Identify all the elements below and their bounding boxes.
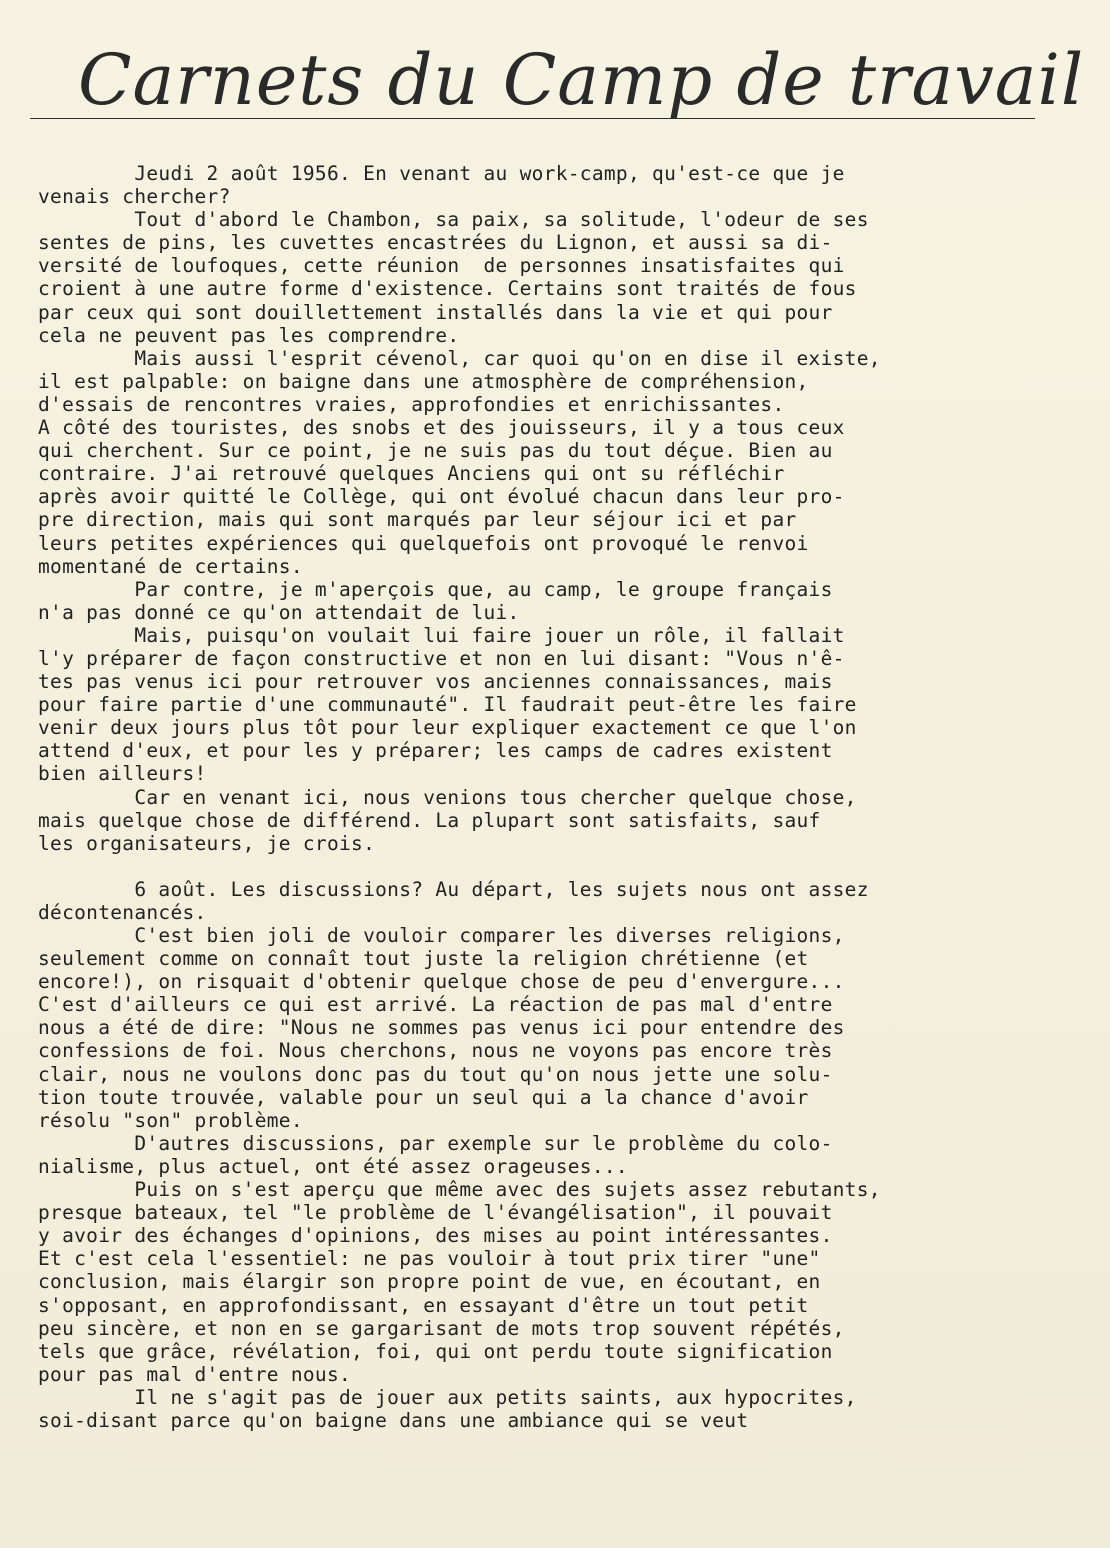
paragraph-11: Il ne s'agit pas de jouer aux petits saints, aux hypocrites, soi-disant parce qu'on baigne dans une ambiance qui se veut — [38, 1385, 857, 1432]
header — [30, 30, 1085, 130]
paragraph-1: Jeudi 2 août 1956. En venant au work-camp, qu'est-ce que je venais chercher? — [38, 162, 845, 209]
body-text — [38, 162, 1048, 1432]
title-underline — [30, 118, 1035, 119]
paragraph-3: Mais aussi l'esprit cévenol, car quoi qu'on en dise il existe, il est palpable: on baigne dans une atmosphère de compréhension, d'essais de rencontres vraies, approfondies et enrichissantes. A côté des touristes, des snobs et des jouisseurs, il y a tous ceux qui cherchent. Sur ce point, je ne suis pas du tout déçue. Bien au contraire. J'ai retrouvé quelques Anciens qui ont su réfléchir après avoir quitté le Collège, qui ont évolué chacun dans leur pro- pre direction, mais qui sont marqués par leur séjour ici et par leurs petites expériences qui quelquefois ont provoqué le renvoi momentané de certains. — [38, 346, 881, 578]
page-title: Carnets du Camp de travail — [78, 39, 1085, 121]
paragraph-7: 6 août. Les discussions? Au départ, les sujets nous ont assez décontenancés. — [38, 877, 869, 924]
paragraph-2: Tout d'abord le Chambon, sa paix, sa solitude, l'odeur de ses sentes de pins, les cuvettes encastrées du Lignon, et aussi sa di- versité de loufoques, cette réunion de personnes insatisfaites qui croient à une autre forme d'existence. Certains sont traités de fous par ceux qui sont douillettement installés dans la vie et qui pour cela ne peuvent pas les comprendre. — [38, 208, 869, 347]
paragraph-9: D'autres discussions, par exemple sur le problème du colo- nialisme, plus actuel, ont été assez orageuses... — [38, 1131, 833, 1178]
paragraph-5: Mais, puisqu'on voulait lui faire jouer un rôle, il fallait l'y préparer de façon constructive et non en lui disant: "Vous n'ê- tes pas venus ici pour retrouver vos anciennes connaissances, mais pour faire partie d'une communauté". Il faudrait peut-être les faire venir deux jours plus tôt pour leur expliquer exactement ce que l'on attend d'eux, et pour les y préparer; les camps de cadres existent bien ailleurs! — [38, 623, 857, 786]
paragraph-6: Car en venant ici, nous venions tous chercher quelque chose, mais quelque chose de différend. La plupart sont satisfaits, sauf les organisateurs, je crois. — [38, 785, 857, 855]
paragraph-gap — [38, 855, 1048, 878]
paragraph-10: Puis on s'est aperçu que même avec des sujets assez rebutants, presque bateaux, tel "le problème de l'évangélisation", il pouvait y avoir des échanges d'opinions, des mises au point intéressantes. Et c'est cela l'essentiel: ne pas vouloir à tout prix tirer "une" conclusion, mais élargir son propre point de vue, en écoutant, en s'opposant, en approfondissant, en essayant d'être un tout petit peu sincère, et non en se gargarisant de mots trop souvent répétés, tels que grâce, révélation, foi, qui ont perdu toute signification pour pas mal d'entre nous. — [38, 1178, 881, 1386]
paragraph-4: Par contre, je m'aperçois que, au camp, le groupe français n'a pas donné ce qu'on attendait de lui. — [38, 577, 833, 624]
paragraph-8: C'est bien joli de vouloir comparer les diverses religions, seulement comme on connaît tout juste la religion chrétienne (et encore!), on risquait d'obtenir quelque chose de peu d'envergure... C'est d'ailleurs ce qui est arrivé. La réaction de pas mal d'entre nous a été de dire: "Nous ne sommes pas venus ici pour entendre des confessions de foi. Nous cherchons, nous ne voyons pas encore très clair, nous ne voulons donc pas du tout qu'on nous jette une solu- tion toute trouvée, valable pour un seul qui a la chance d'avoir résolu "son" problème. — [38, 924, 845, 1132]
